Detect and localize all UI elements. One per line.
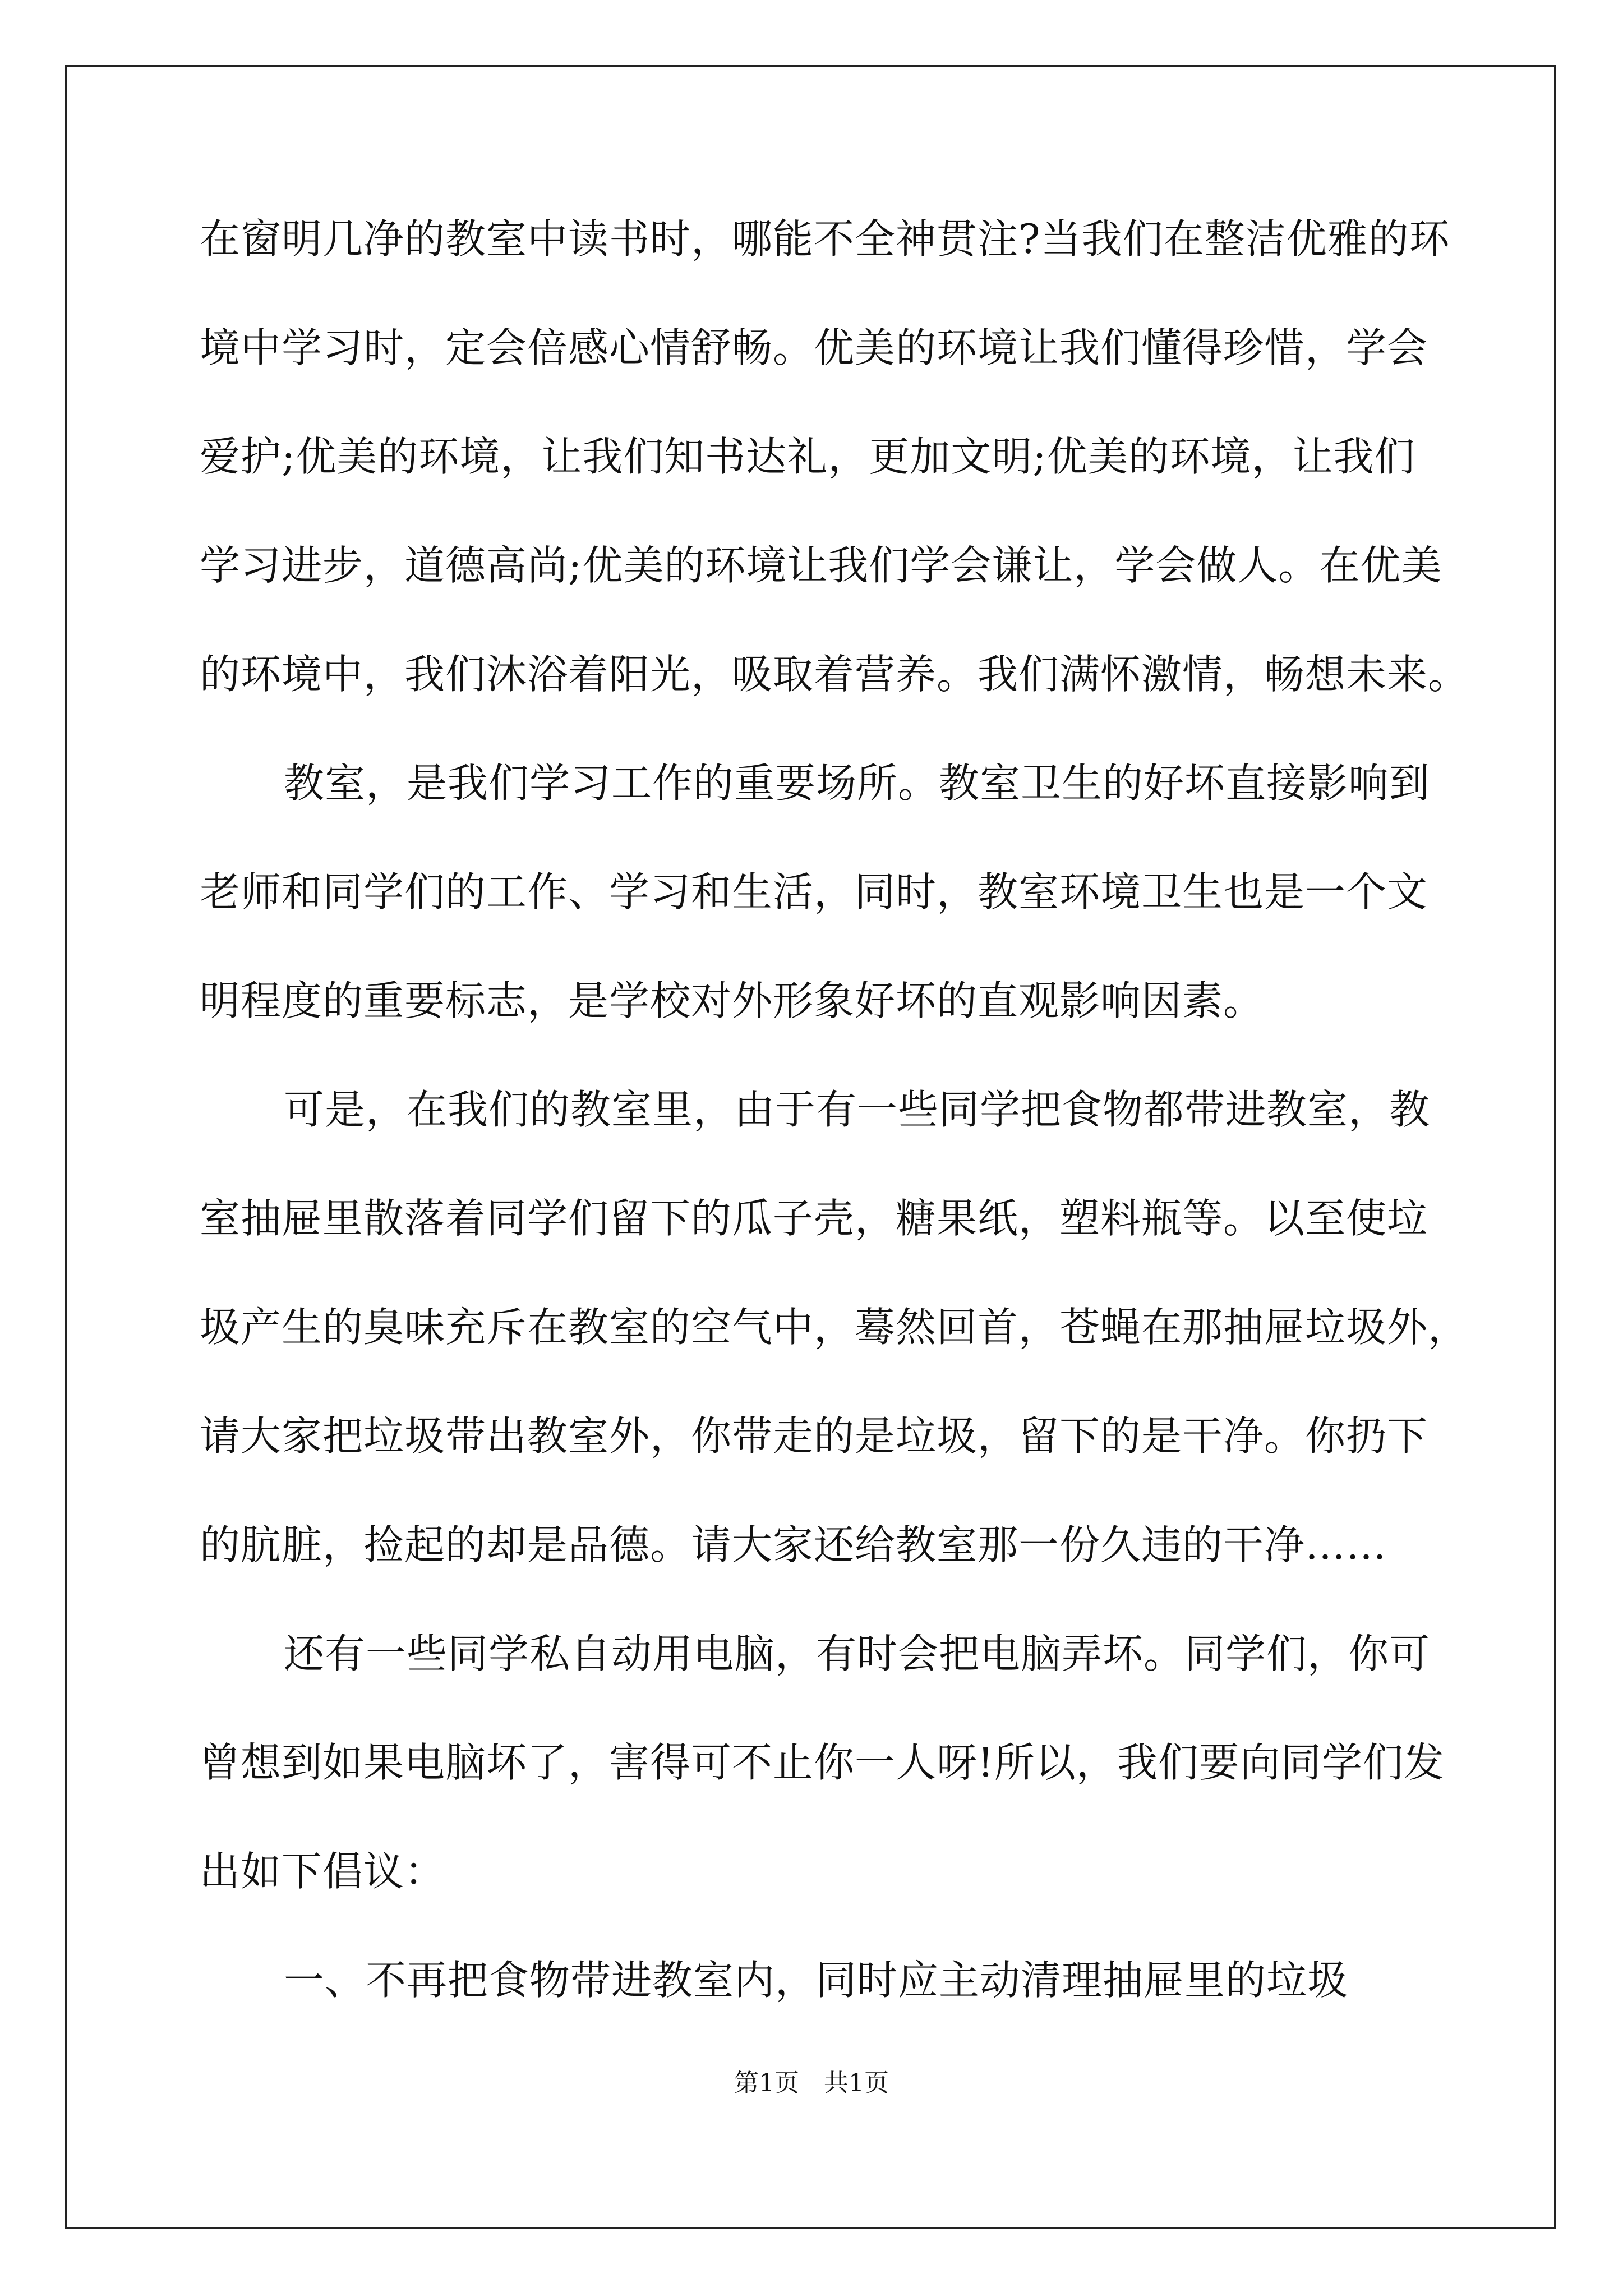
text-line: 老师和同学们的工作、学习和生活，同时，教室环境卫生也是一个文 xyxy=(200,868,1428,915)
paragraph-first-line: 一、不再把食物带进教室内，同时应主动清理抽屉里的垃圾 xyxy=(284,1957,1349,2004)
paragraph-first-line: 还有一些同学私自动用电脑，有时会把电脑弄坏。同学们，你可 xyxy=(284,1630,1431,1677)
text-line: 爱护;优美的环境，让我们知书达礼，更加文明;优美的环境，让我们 xyxy=(200,433,1415,480)
text-line: 的肮脏，捡起的却是品德。请大家还给教室那一份久违的干净…… xyxy=(200,1521,1387,1568)
paragraph-first-line: 教室，是我们学习工作的重要场所。教室卫生的好坏直接影响到 xyxy=(284,760,1431,807)
text-line: 曾想到如果电脑坏了，害得可不止你一人呀!所以，我们要向同学们发 xyxy=(200,1739,1445,1786)
page-footer xyxy=(0,2071,1623,2096)
document-body xyxy=(200,215,1469,2069)
text-line: 的环境中，我们沐浴着阳光，吸取着营养。我们满怀激情，畅想未来。 xyxy=(200,651,1469,698)
page-count: 共1页 xyxy=(824,2069,889,2097)
paragraph-first-line: 可是，在我们的教室里，由于有一些同学把食物都带进教室，教 xyxy=(284,1086,1431,1133)
text-line: 在窗明几净的教室中读书时，哪能不全神贯注?当我们在整洁优雅的环 xyxy=(200,215,1450,263)
page-number: 第1页 xyxy=(734,2069,799,2097)
text-line: 学习进步，道德高尚;优美的环境让我们学会谦让，学会做人。在优美 xyxy=(200,542,1442,589)
text-line: 明程度的重要标志，是学校对外形象好坏的直观影响因素。 xyxy=(200,977,1265,1024)
text-line: 圾产生的臭味充斥在教室的空气中，蓦然回首，苍蝇在那抽屉垃圾外， xyxy=(200,1304,1469,1351)
text-line: 室抽屉里散落着同学们留下的瓜子壳，糖果纸，塑料瓶等。以至使垃 xyxy=(200,1195,1428,1242)
text-line: 请大家把垃圾带出教室外，你带走的是垃圾，留下的是干净。你扔下 xyxy=(200,1412,1428,1460)
text-line: 出如下倡议： xyxy=(200,1848,446,1895)
text-line: 境中学习时，定会倍感心情舒畅。优美的环境让我们懂得珍惜，学会 xyxy=(200,324,1428,371)
